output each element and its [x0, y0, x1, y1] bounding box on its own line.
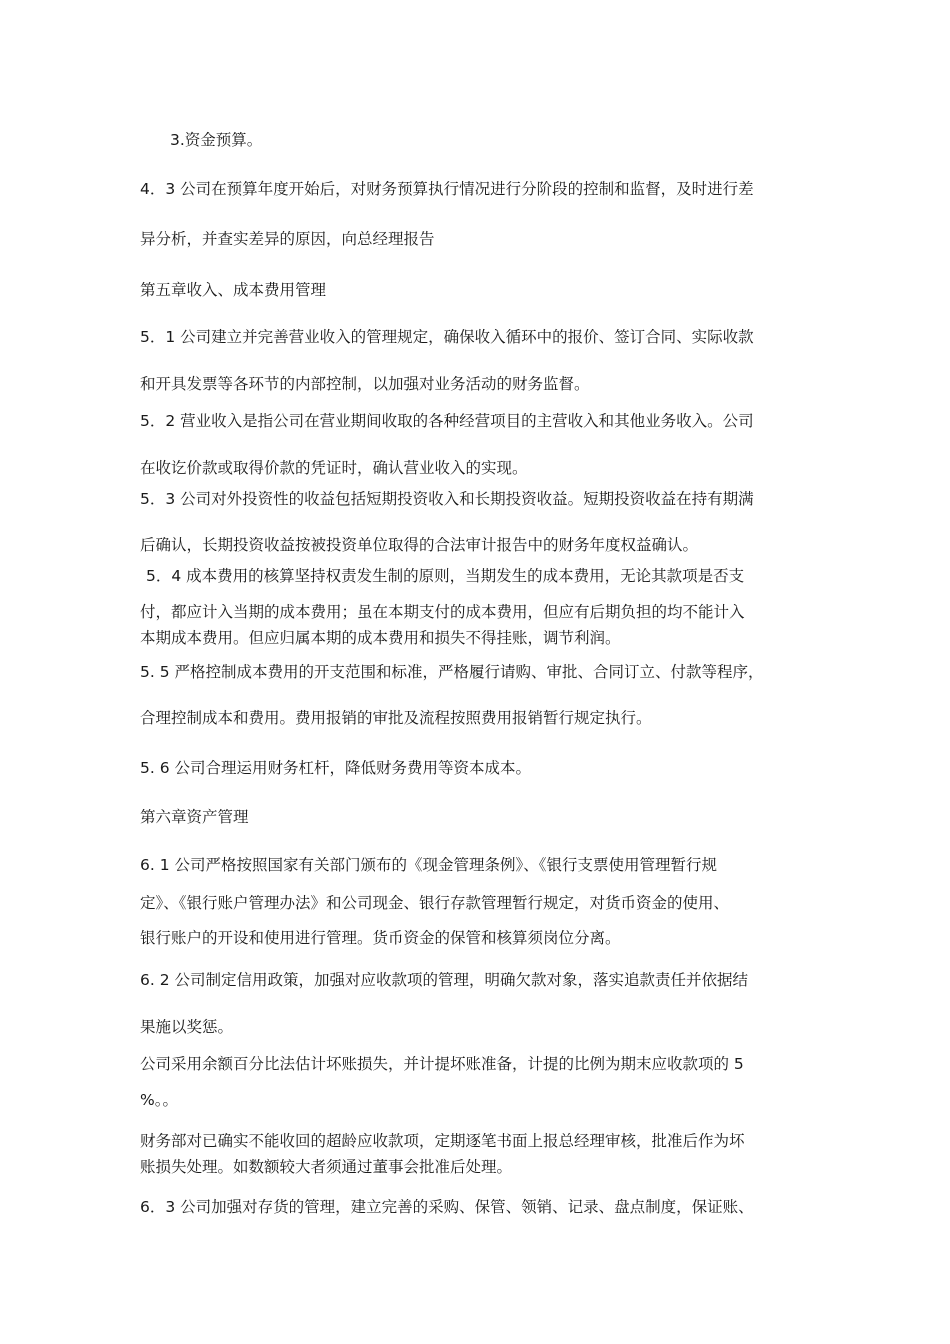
- text-line: 4．3 公司在预算年度开始后，对财务预算执行情况进行分阶段的控制和监督，及时进行差: [140, 180, 754, 198]
- text-line: 异分析，并查实差异的原因，向总经理报告: [140, 230, 435, 248]
- text-line: 和开具发票等各环节的内部控制，以加强对业务活动的财务监督。: [140, 375, 590, 393]
- text-line: 后确认，长期投资收益按被投资单位取得的合法审计报告中的财务年度权益确认。: [140, 536, 699, 554]
- text-line: 银行账户的开设和使用进行管理。货币资金的保管和核算须岗位分离。: [140, 929, 621, 947]
- text-line: 6. 1 公司严格按照国家有关部门颁布的《现金管理条例》、《银行支票使用管理暂行规: [140, 856, 718, 874]
- text-line: 付，都应计入当期的成本费用；虽在本期支付的成本费用，但应有后期负担的均不能计入: [140, 603, 745, 621]
- text-line: 定》、《银行账户管理办法》和公司现金、银行存款管理暂行规定，对货币资金的使用、: [140, 894, 730, 912]
- text-line: %。。: [140, 1091, 178, 1109]
- text-line: 合理控制成本和费用。费用报销的审批及流程按照费用报销暂行规定执行。: [140, 709, 652, 727]
- text-line: 账损失处理。如数额较大者须通过董事会批准后处理。: [140, 1158, 513, 1176]
- text-line: 3.资金预算。: [170, 131, 263, 149]
- text-line: 本期成本费用。但应归属本期的成本费用和损失不得挂账，调节利润。: [140, 629, 621, 647]
- chapter-heading: 第五章收入、成本费用管理: [140, 281, 327, 299]
- text-line: 公司采用余额百分比法估计坏账损失，并计提坏账准备，计提的比例为期末应收款项的 5: [140, 1055, 744, 1073]
- text-line: 5. 5 严格控制成本费用的开支范围和标准，严格履行请购、审批、合同订立、付款等程序，: [140, 663, 764, 681]
- text-line: 在收讫价款或取得价款的凭证时，确认营业收入的实现。: [140, 459, 528, 477]
- text-line: 财务部对已确实不能收回的超龄应收款项，定期逐笔书面上报总经理审核，批准后作为坏: [140, 1132, 745, 1150]
- text-line: 6. 2 公司制定信用政策，加强对应收款项的管理，明确欠款对象，落实追款责任并依据结: [140, 971, 749, 989]
- text-line: 6．3 公司加强对存货的管理，建立完善的采购、保管、领销、记录、盘点制度，保证账、: [140, 1198, 754, 1216]
- text-line: 5. 6 公司合理运用财务杠杆，降低财务费用等资本成本。: [140, 759, 532, 777]
- text-line: 5．4 成本费用的核算坚持权责发生制的原则，当期发生的成本费用，无论其款项是否支: [146, 567, 745, 585]
- text-line: 5．3 公司对外投资性的收益包括短期投资收入和长期投资收益。短期投资收益在持有期满: [140, 490, 754, 508]
- text-line: 5．2 营业收入是指公司在营业期间收取的各种经营项目的主营收入和其他业务收入。公司: [140, 412, 754, 430]
- chapter-heading: 第六章资产管理: [140, 808, 249, 826]
- text-line: 5．1 公司建立并完善营业收入的管理规定，确保收入循环中的报价、签订合同、实际收款: [140, 328, 754, 346]
- text-line: 果施以奖惩。: [140, 1018, 234, 1036]
